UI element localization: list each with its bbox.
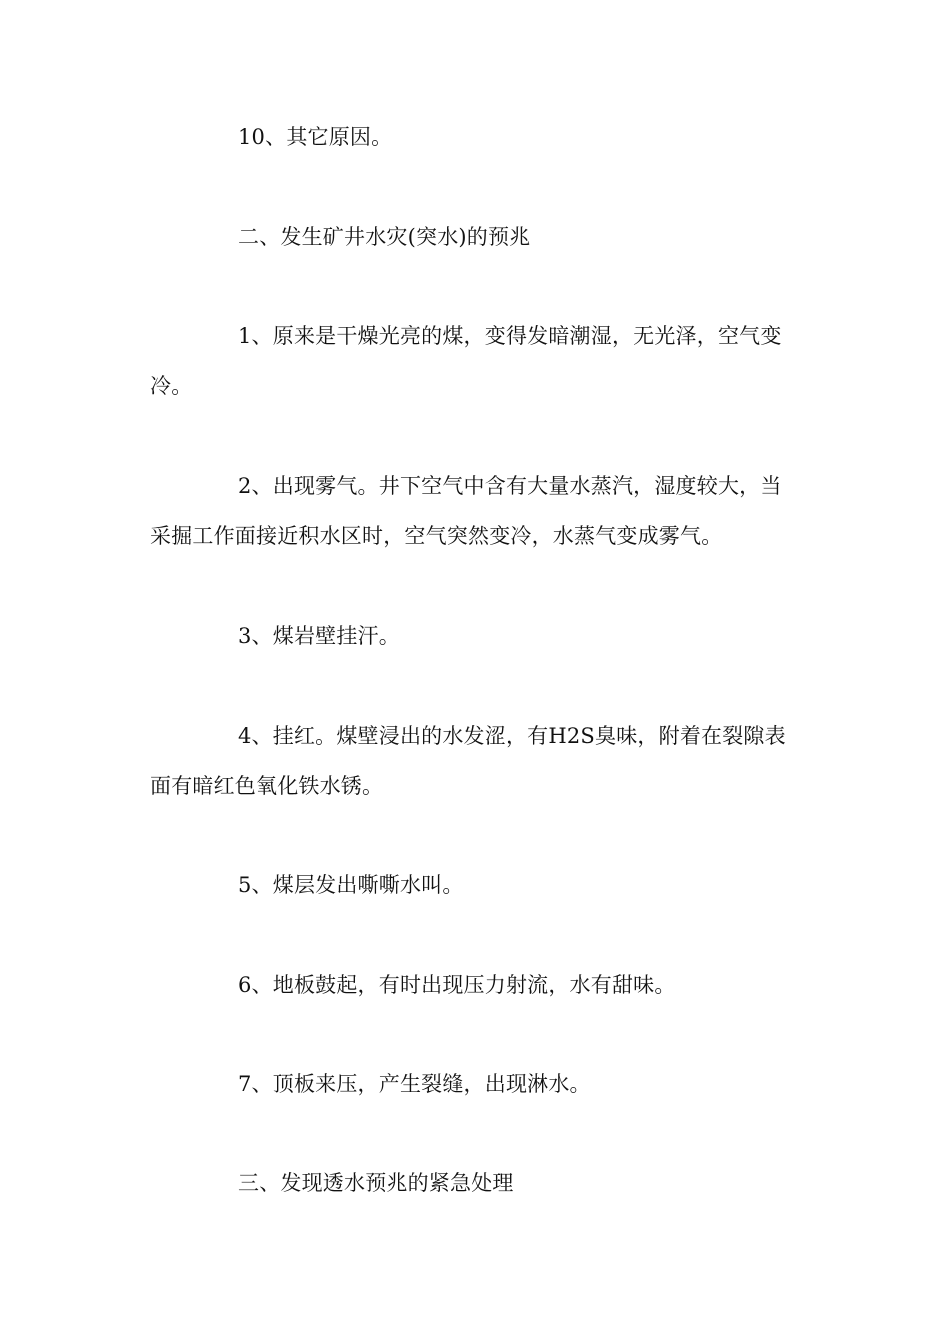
paragraph-sign-2: 2、出现雾气。井下空气中含有大量水蒸汽，湿度较大，当采掘工作面接近积水区时，空气突然变冷，水蒸气变成雾气。 — [150, 474, 782, 548]
paragraph-other-causes: 10、其它原因。 — [238, 125, 393, 149]
paragraph-sign-1: 1、原来是干燥光亮的煤，变得发暗潮湿，无光泽，空气变冷。 — [150, 324, 782, 398]
paragraph-sign-5: 5、煤层发出嘶嘶水叫。 — [238, 873, 464, 897]
section-heading-water-disaster-signs: 二、发生矿井水灾(突水)的预兆 — [238, 225, 531, 249]
paragraph-sign-3: 3、煤岩壁挂汗。 — [238, 624, 400, 648]
paragraph-sign-7: 7、顶板来压，产生裂缝，出现淋水。 — [238, 1072, 591, 1096]
paragraph-sign-4: 4、挂红。煤壁浸出的水发涩，有H2S臭味，附着在裂隙表面有暗红色氧化铁水锈。 — [150, 724, 786, 798]
section-heading-emergency-handling: 三、发现透水预兆的紧急处理 — [238, 1171, 514, 1195]
paragraph-sign-6: 6、地板鼓起，有时出现压力射流，水有甜味。 — [238, 973, 676, 997]
